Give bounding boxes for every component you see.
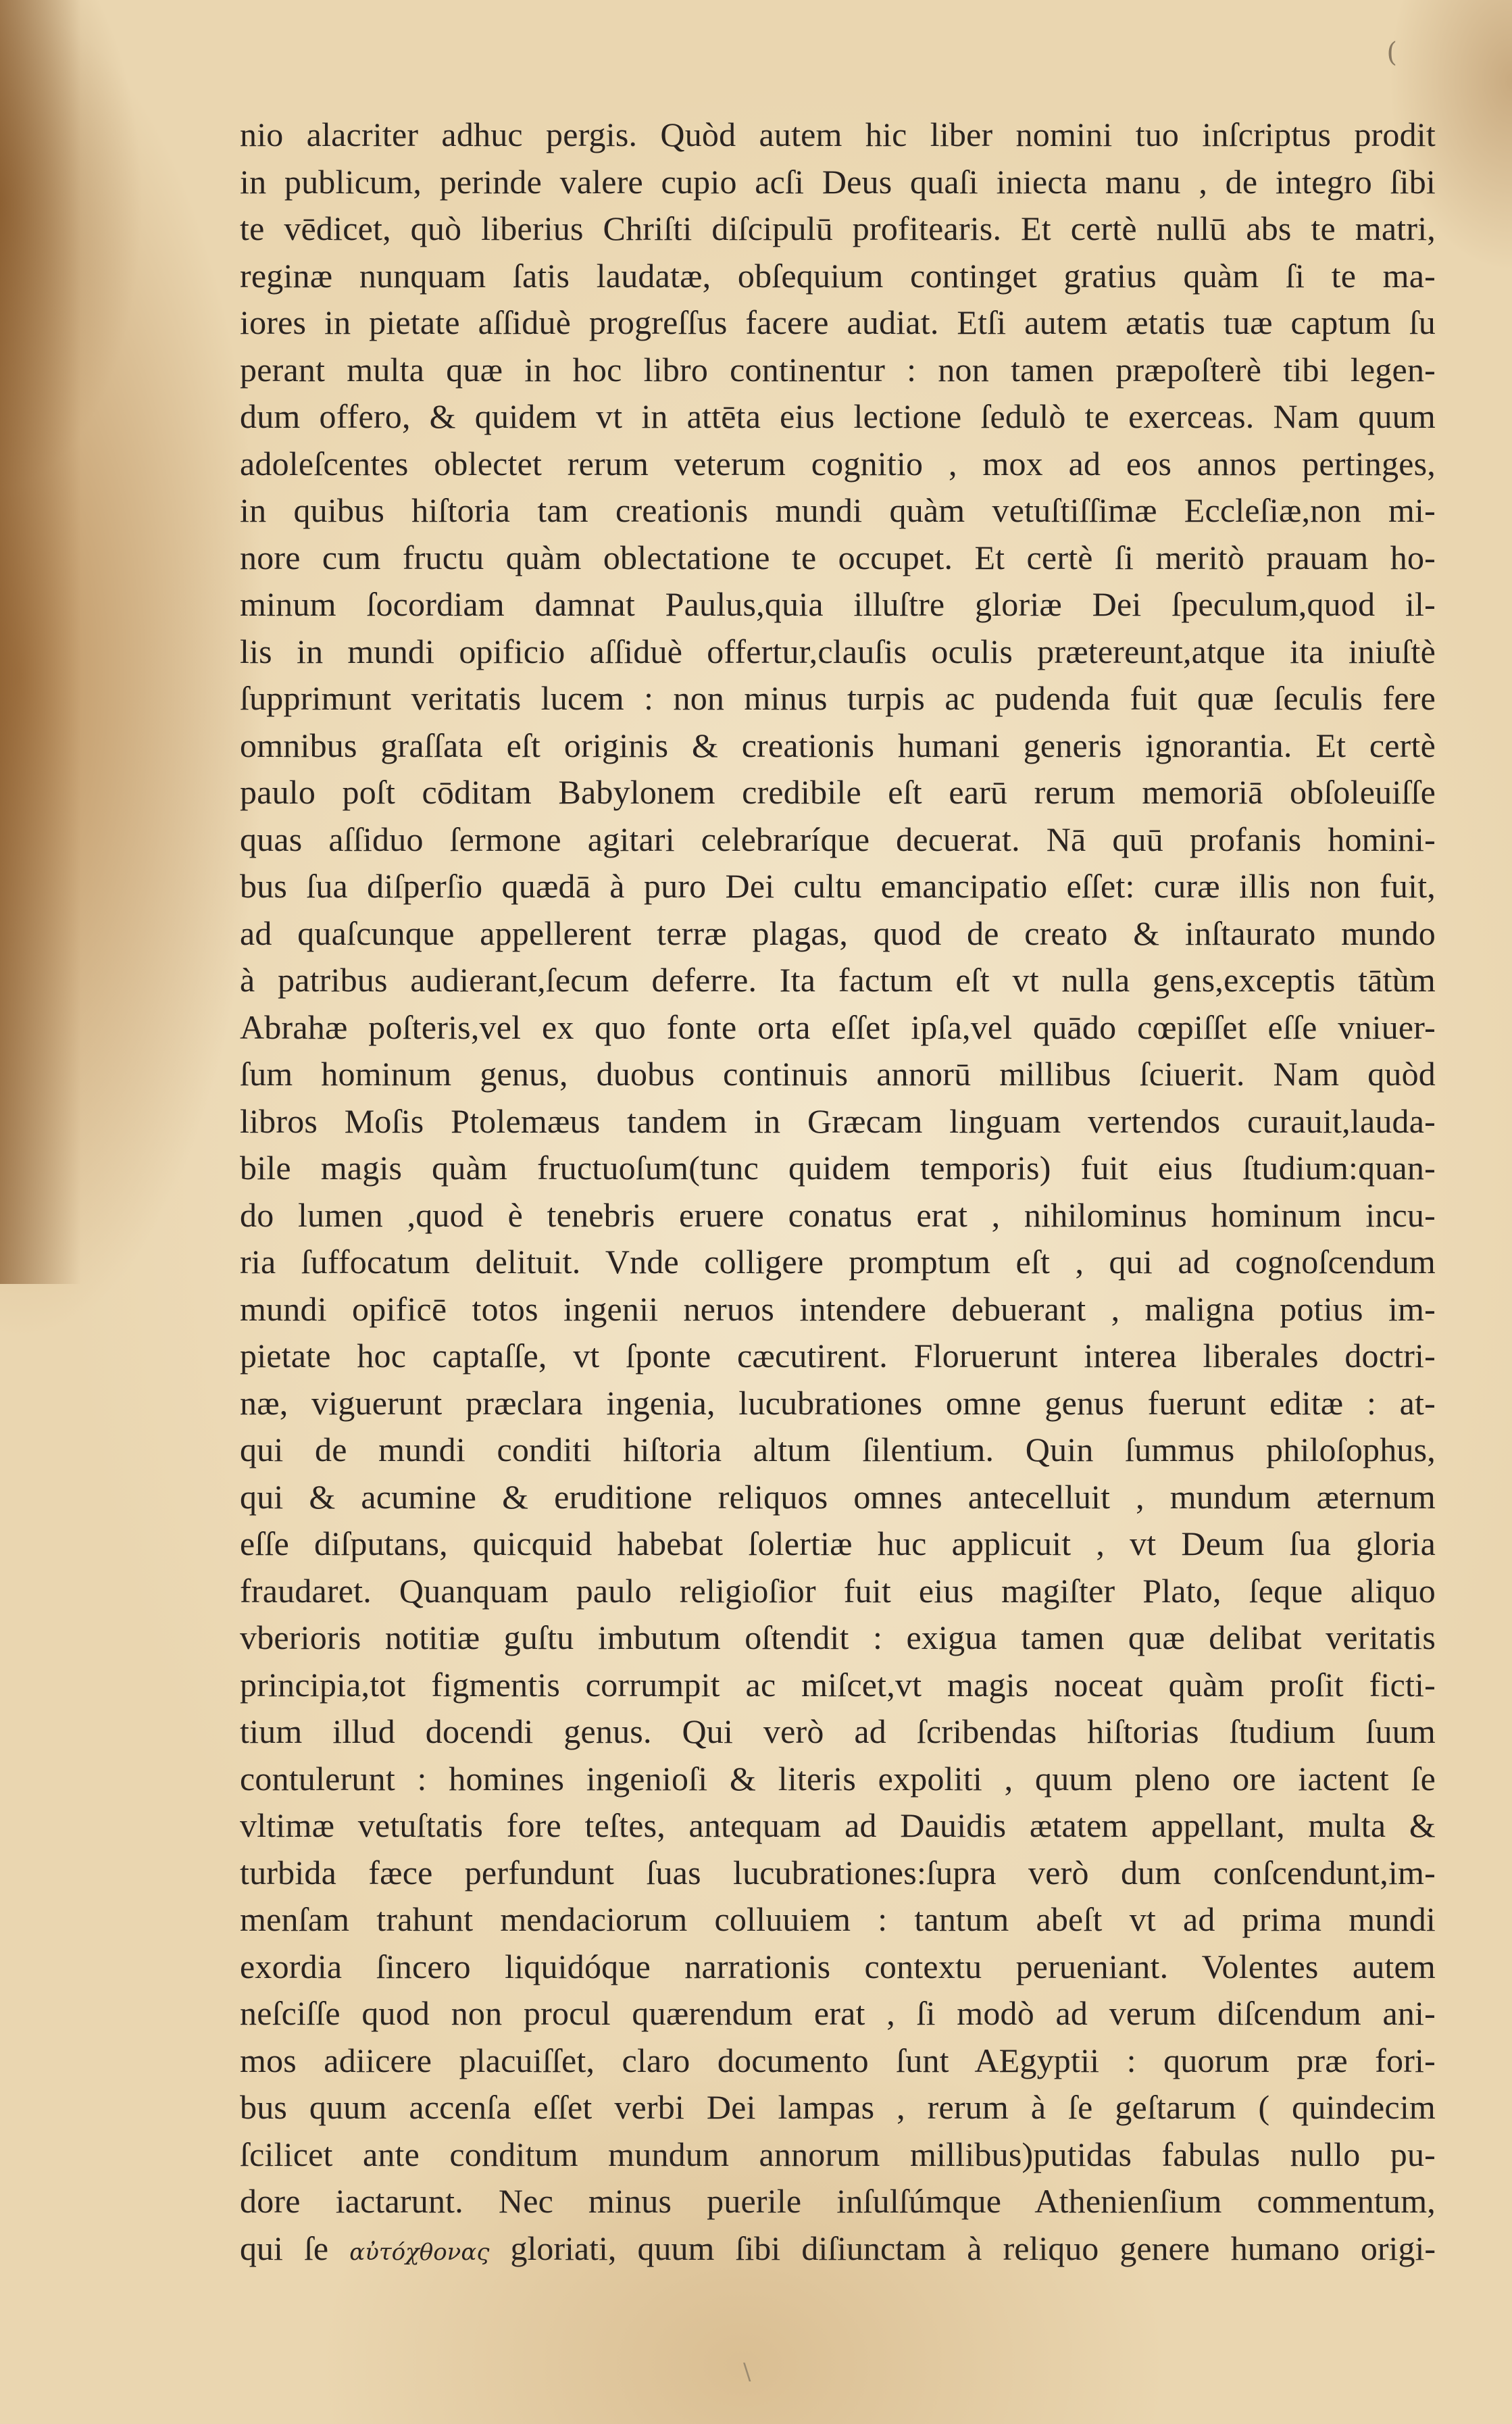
text-line: in quibus hiſtoria tam creationis mundi quàm vetuſtiſſimæ Eccleſiæ,non mi-: [240, 491, 1436, 529]
text-fragment: gloriati, quum ſibi diſiunctam à reliquo genere humano origi-: [489, 2229, 1436, 2267]
text-line: adoleſcentes oblectet rerum veterum cognitio , mox ad eos annos pertinges,: [240, 444, 1436, 483]
text-line: do lumen ,quod è tenebris eruere conatus erat , nihilominus hominum incu-: [240, 1195, 1436, 1234]
text-line: eſſe diſputans, quicquid habebat ſolertiæ huc applicuit , vt Deum ſua gloria: [240, 1525, 1436, 1562]
text-line: exordia ſincero liquidóque narrationis contextu perueniant. Volentes autem: [240, 1947, 1436, 1985]
text-line: [240, 2225, 1436, 2273]
text-line: qui de mundi conditi hiſtoria altum ſilentium. Quin ſummus philoſophus,: [240, 1431, 1436, 1468]
text-line: mos adiicere placuiſſet, claro documento ſunt AEgyptii : quorum præ fori-: [240, 2041, 1436, 2079]
text-line: ad quaſcunque appellerent terræ plagas, quod de creato & inſtaurato mundo: [240, 914, 1436, 952]
text-line: neſciſſe quod non procul quærendum erat , ſi modò ad verum diſcendum ani-: [240, 1994, 1436, 2032]
greek-word: αὐτόχθονας: [349, 2238, 490, 2266]
text-line: te vēdicet, quò liberius Chriſti diſcipulū profitearis. Et certè nullū abs te matri,: [240, 209, 1436, 247]
text-line: in publicum, perinde valere cupio acſi Deus quaſi iniecta manu , de integro ſibi: [240, 162, 1436, 201]
text-line: turbida fæce perfundunt ſuas lucubrationes:ſupra verò dum conſcendunt,im-: [240, 1853, 1436, 1891]
text-line: iores in pietate aſſiduè progreſſus facere audiat. Etſi autem ætatis tuæ captum ſu: [240, 303, 1436, 341]
corner-mark: (: [1386, 37, 1397, 68]
text-line: menſam trahunt mendaciorum colluuiem : tantum abeſt vt ad prima mundi: [240, 1900, 1436, 1938]
text-line: ria ſuffocatum delituit. Vnde colligere promptum eſt , qui ad cognoſcendum: [240, 1243, 1436, 1281]
text-line: Abrahæ poſteris,vel ex quo fonte orta eſſet ipſa,vel quādo cœpiſſet eſſe vniuer-: [240, 1008, 1436, 1046]
text-line: mundi opificē totos ingenii neruos intendere debuerant , maligna potius im-: [240, 1289, 1436, 1328]
text-line: ſum hominum genus, duobus continuis annorū millibus ſciuerit. Nam quòd: [240, 1055, 1436, 1093]
text-line: bus ſua diſperſio quædā à puro Dei cultu emancipatio eſſet: curæ illis non fuit,: [240, 867, 1436, 905]
text-line: perant multa quæ in hoc libro continentur : non tamen præpoſterè tibi legen-: [240, 350, 1436, 389]
text-line: omnibus graſſata eſt originis & creationis humani generis ignorantia. Et certè: [240, 726, 1436, 764]
text-line: quas aſſiduo ſermone agitari celebraríque decuerat. Nā quū profanis homini-: [240, 820, 1436, 858]
text-line: vberioris notitiæ guſtu imbutum oſtendit : exigua tamen quæ delibat veritatis: [240, 1618, 1436, 1656]
text-line: nio alacriter adhuc pergis. Quòd autem hic liber nomini tuo inſcriptus prodit: [240, 116, 1436, 153]
text-line: ſupprimunt veritatis lucem : non minus turpis ac pudenda fuit quæ ſeculis fere: [240, 679, 1436, 717]
text-line: pietate hoc captaſſe, vt ſponte cæcutirent. Floruerunt interea liberales doctri-: [240, 1337, 1436, 1375]
text-line: bus quum accenſa eſſet verbi Dei lampas , rerum à ſe geſtarum ( quindecim: [240, 2088, 1436, 2126]
text-line: paulo poſt cōditam Babylonem credibile eſt earū rerum memoriā obſoleuiſſe: [240, 773, 1436, 811]
text-line: bile magis quàm fructuoſum(tunc quidem temporis) fuit eius ſtudium:quan-: [240, 1149, 1436, 1187]
text-line: fraudaret. Quanquam paulo religioſior fuit eius magiſter Plato, ſeque aliquo: [240, 1571, 1436, 1610]
text-line: à patribus audierant,ſecum deferre. Ita factum eſt vt nulla gens,exceptis tātùm: [240, 961, 1436, 999]
text-line: næ, viguerunt præclara ingenia, lucubrationes omne genus fuerunt editæ : at-: [240, 1383, 1436, 1422]
text-line: lis in mundi opificio aſſiduè offertur,clauſis oculis prætereunt,atque ita iniuſtè: [240, 632, 1436, 670]
text-line: vltimæ vetuſtatis fore teſtes, antequam ad Dauidis ætatem appellant, multa &: [240, 1806, 1436, 1844]
text-fragment: qui ſe: [240, 2229, 350, 2267]
text-line: tium illud docendi genus. Qui verò ad ſcribendas hiſtorias ſtudium ſuum: [240, 1712, 1436, 1750]
text-line: minum ſocordiam damnat Paulus,quia illuſtre gloriæ Dei ſpeculum,quod il-: [240, 585, 1436, 623]
text-line: principia,tot figmentis corrumpit ac miſcet,vt magis noceat quàm proſit ficti-: [240, 1665, 1436, 1704]
text-line: contulerunt : homines ingenioſi & literis expoliti , quum pleno ore iactent ſe: [240, 1759, 1436, 1798]
text-line: dum offero, & quidem vt in attēta eius lectione ſedulò te exerceas. Nam quum: [240, 397, 1436, 435]
bottom-mark: \: [743, 2358, 751, 2385]
text-line: nore cum fructu quàm oblectatione te occupet. Et certè ſi meritò prauam ho-: [240, 538, 1436, 576]
text-line: reginæ nunquam ſatis laudatæ, obſequium continget gratius quàm ſi te ma-: [240, 256, 1436, 295]
text-line: qui & acumine & eruditione reliquos omnes antecelluit , mundum æternum: [240, 1477, 1436, 1516]
text-line: libros Moſis Ptolemæus tandem in Græcam linguam vertendos curauit,lauda-: [240, 1102, 1436, 1140]
text-line: dore iactarunt. Nec minus puerile inſulſúmque Athenienſium commentum,: [240, 2182, 1436, 2220]
water-stain: [0, 0, 81, 1284]
body-text: [240, 112, 1436, 2225]
text-line: ſcilicet ante conditum mundum annorum millibus)putidas fabulas nullo pu-: [240, 2135, 1436, 2173]
